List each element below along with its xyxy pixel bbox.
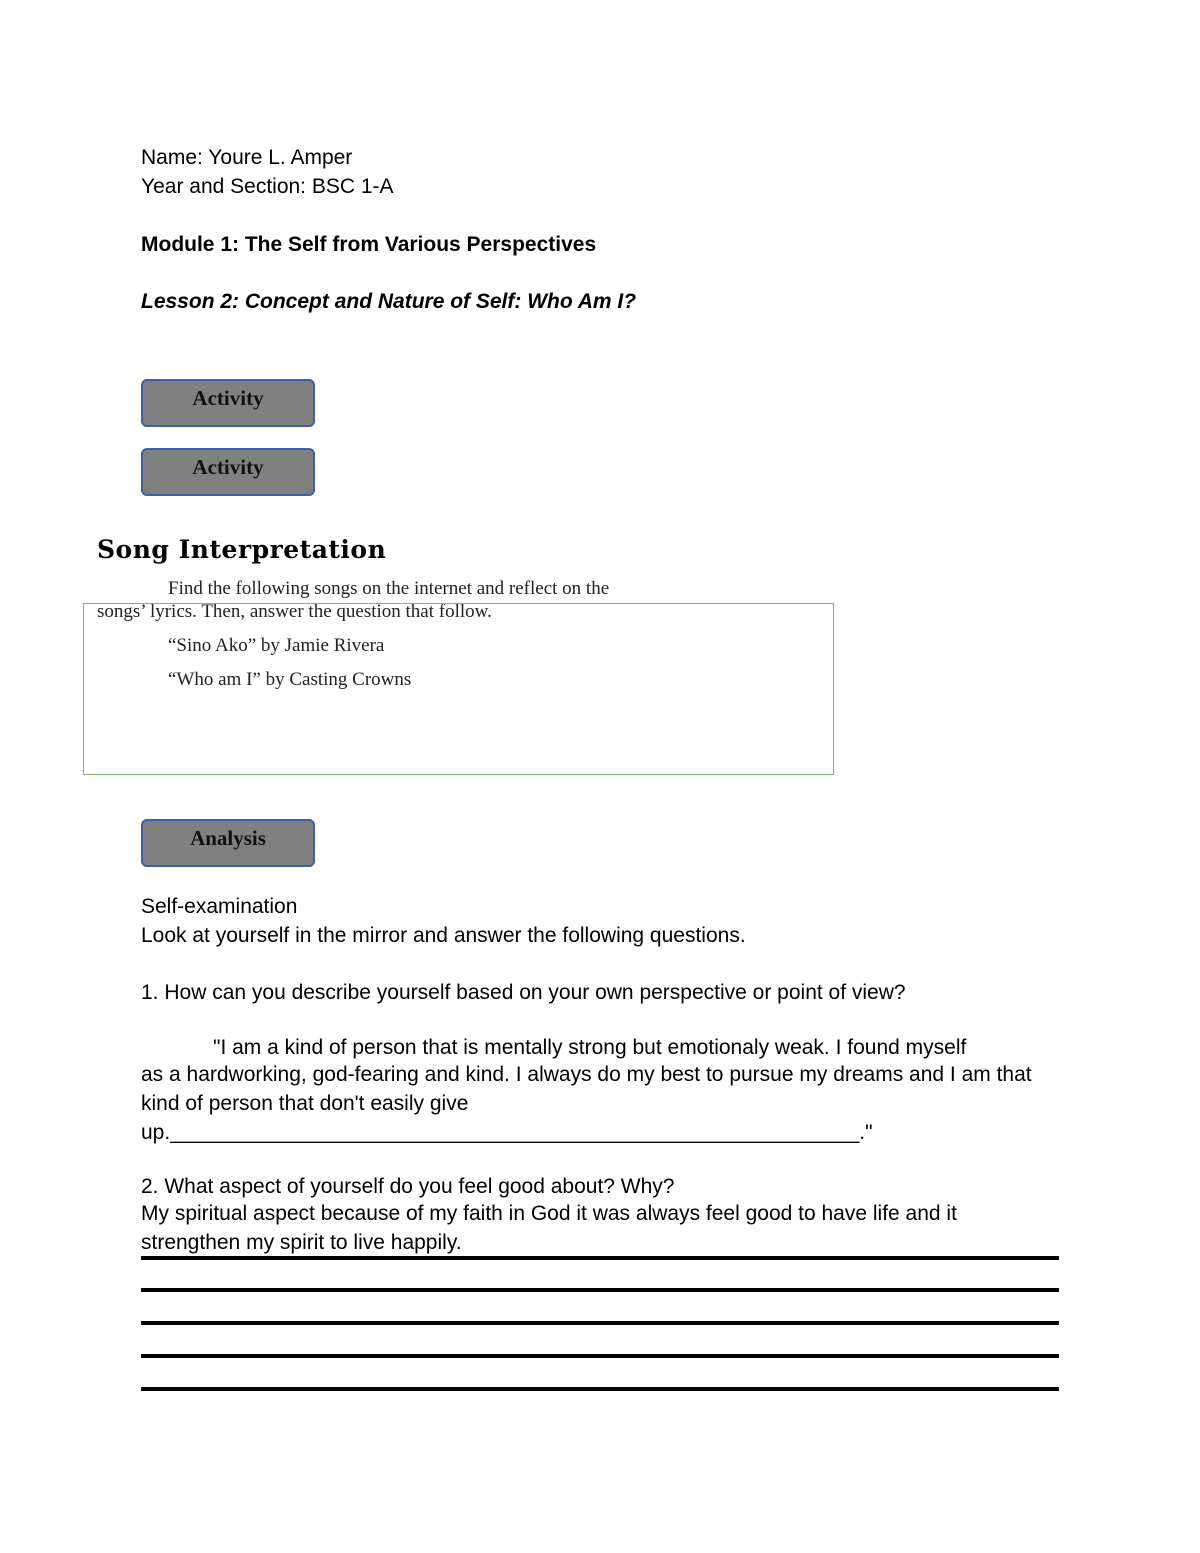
song-instruction-line-1: Find the following songs on the internet and reflect on the	[168, 578, 610, 599]
question-1: 1. How can you describe yourself based on your own perspective or point of view?	[141, 981, 906, 1004]
analysis-label: Analysis	[141, 819, 315, 867]
analysis-instruction: Look at yourself in the mirror and answer the following questions.	[141, 924, 746, 947]
module-title: Module 1: The Self from Various Perspectives	[141, 233, 597, 256]
activity-label-2: Activity	[141, 448, 315, 496]
student-name: Name: Youre L. Amper	[141, 146, 353, 169]
answer-1-body: as a hardworking, god-fearing and kind. I always do my best to pursue my dreams and I am that kind of person that don't easily give	[141, 1063, 1032, 1115]
song-item-1: “Sino Ako” by Jamie Rivera	[168, 635, 385, 656]
answer-rule-line	[141, 1288, 1059, 1292]
lesson-title: Lesson 2: Concept and Nature of Self: Who Am I?	[141, 290, 637, 313]
song-item-2: “Who am I” by Casting Crowns	[168, 669, 412, 690]
answer-rule-line	[141, 1256, 1059, 1260]
answer-rule-line	[141, 1354, 1059, 1358]
answer-2: My spiritual aspect because of my faith in God it was always feel good to have life and it strengthen my spirit to live happily.	[141, 1202, 957, 1254]
song-interpretation-title: Song Interpretation	[97, 535, 387, 564]
song-instruction-line-2: songs’ lyrics. Then, answer the question that follow.	[97, 601, 492, 622]
answer-1-tail: up.___________________________________________________________."	[141, 1121, 873, 1144]
question-2: 2. What aspect of yourself do you feel good about? Why?	[141, 1175, 675, 1198]
year-section: Year and Section: BSC 1-A	[141, 175, 394, 198]
answer-rule-line	[141, 1321, 1059, 1325]
answer-rule-line	[141, 1387, 1059, 1391]
activity-label-1: Activity	[141, 379, 315, 427]
self-examination-heading: Self-examination	[141, 895, 298, 918]
answer-1-first-line: "I am a kind of person that is mentally strong but emotionaly weak. I found myself	[213, 1036, 967, 1059]
